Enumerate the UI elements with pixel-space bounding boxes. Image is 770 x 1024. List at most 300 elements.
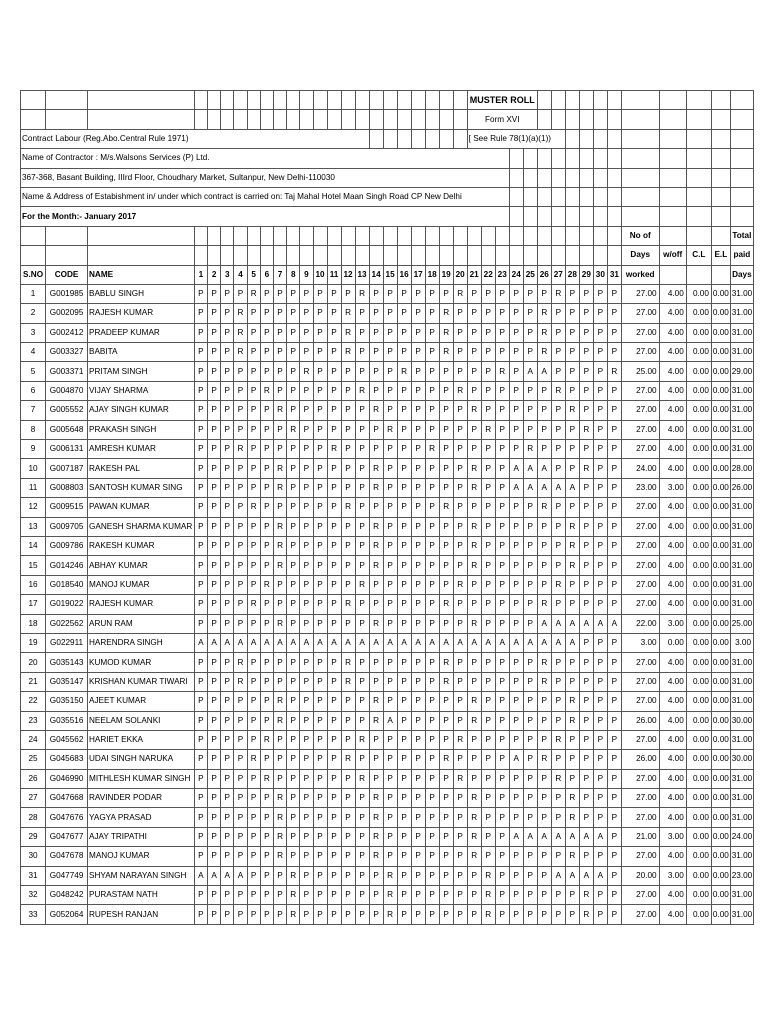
empty-cell (369, 91, 383, 110)
empty-cell (565, 246, 579, 265)
days-worked-cell: 27.00 (621, 401, 659, 420)
attendance-cell: A (509, 750, 523, 769)
name-cell: BABLU SINGH (88, 284, 195, 303)
attendance-cell: P (369, 304, 383, 323)
attendance-cell: P (260, 362, 273, 381)
attendance-cell: P (355, 362, 369, 381)
attendance-cell: A (397, 633, 411, 652)
attendance-cell: P (208, 692, 221, 711)
sno-cell: 32 (21, 886, 46, 905)
attendance-cell: P (383, 730, 397, 749)
attendance-cell: P (369, 575, 383, 594)
attendance-cell: P (523, 808, 537, 827)
attendance-cell: P (300, 827, 313, 846)
attendance-cell: P (579, 478, 593, 497)
attendance-cell: P (287, 711, 300, 730)
cl-cell: 0.00 (686, 478, 711, 497)
attendance-cell: P (194, 517, 207, 536)
attendance-cell: P (593, 459, 607, 478)
attendance-cell: P (593, 323, 607, 342)
attendance-cell: P (234, 362, 247, 381)
cl-cell: 0.00 (686, 575, 711, 594)
days-worked-cell: 27.00 (621, 692, 659, 711)
attendance-cell: P (551, 401, 565, 420)
attendance-cell: P (537, 847, 551, 866)
attendance-cell: P (439, 614, 453, 633)
column-header-row-2 (21, 246, 754, 265)
attendance-cell: P (208, 343, 221, 362)
empty-cell (369, 246, 383, 265)
empty-cell (327, 110, 341, 129)
total-cell: 23.00 (730, 866, 753, 885)
attendance-cell: P (369, 730, 383, 749)
empty-cell (247, 110, 260, 129)
attendance-cell: P (383, 517, 397, 536)
el-cell: 0.00 (711, 440, 730, 459)
attendance-cell: P (453, 886, 467, 905)
attendance-cell: P (397, 556, 411, 575)
total-cell: 28.00 (730, 459, 753, 478)
attendance-cell: P (509, 711, 523, 730)
attendance-cell: P (565, 595, 579, 614)
attendance-cell: P (341, 556, 355, 575)
attendance-cell: P (313, 905, 327, 924)
woff-cell: 4.00 (659, 362, 686, 381)
name-cell: BABITA (88, 343, 195, 362)
days-worked-cell: 27.00 (621, 672, 659, 691)
attendance-cell: P (221, 459, 234, 478)
days-worked-cell: 27.00 (621, 381, 659, 400)
empty-cell (411, 110, 425, 129)
woff-cell: 0.00 (659, 633, 686, 652)
empty-cell (341, 226, 355, 245)
days-worked-cell: 27.00 (621, 536, 659, 555)
attendance-cell: R (383, 420, 397, 439)
attendance-cell: P (194, 886, 207, 905)
attendance-cell: R (260, 381, 273, 400)
attendance-cell: P (341, 769, 355, 788)
cl-cell: 0.00 (686, 343, 711, 362)
attendance-cell: R (537, 498, 551, 517)
empty-cell (551, 110, 565, 129)
attendance-cell: P (509, 323, 523, 342)
attendance-cell: P (300, 730, 313, 749)
attendance-cell: P (593, 730, 607, 749)
sno-cell: 1 (21, 284, 46, 303)
attendance-cell: P (537, 440, 551, 459)
attendance-cell: P (208, 459, 221, 478)
attendance-cell: P (411, 381, 425, 400)
attendance-cell: P (397, 575, 411, 594)
attendance-cell: P (425, 808, 439, 827)
cl-cell: 0.00 (686, 614, 711, 633)
table-row (21, 343, 754, 362)
attendance-cell: P (523, 420, 537, 439)
attendance-cell: P (607, 905, 621, 924)
attendance-cell: R (234, 440, 247, 459)
attendance-cell: P (194, 905, 207, 924)
attendance-cell: R (565, 711, 579, 730)
empty-cell (565, 226, 579, 245)
empty-cell (659, 168, 686, 187)
attendance-cell: P (355, 536, 369, 555)
attendance-cell: A (551, 614, 565, 633)
attendance-cell: P (411, 362, 425, 381)
attendance-cell: P (208, 827, 221, 846)
attendance-cell: A (565, 866, 579, 885)
woff-cell: 4.00 (659, 343, 686, 362)
attendance-cell: P (287, 750, 300, 769)
el-cell: 0.00 (711, 769, 730, 788)
attendance-cell: P (425, 517, 439, 536)
code-cell: G018540 (46, 575, 88, 594)
attendance-cell: P (221, 672, 234, 691)
attendance-cell: R (355, 284, 369, 303)
attendance-cell: P (397, 769, 411, 788)
attendance-cell: R (537, 304, 551, 323)
attendance-cell: P (369, 886, 383, 905)
attendance-cell: P (287, 595, 300, 614)
attendance-cell: P (300, 284, 313, 303)
attendance-cell: A (247, 633, 260, 652)
cl-cell: 0.00 (686, 517, 711, 536)
name-cell: PRADEEP KUMAR (88, 323, 195, 342)
attendance-cell: P (300, 556, 313, 575)
woff-cell: 4.00 (659, 517, 686, 536)
attendance-cell: P (453, 711, 467, 730)
empty-cell (711, 265, 730, 284)
code-cell: G014246 (46, 556, 88, 575)
attendance-cell: P (397, 827, 411, 846)
empty-cell (194, 226, 207, 245)
attendance-cell: P (369, 866, 383, 885)
table-row (21, 827, 754, 846)
attendance-cell: P (327, 323, 341, 342)
sno-cell: 23 (21, 711, 46, 730)
attendance-cell: P (247, 459, 260, 478)
attendance-cell: R (453, 769, 467, 788)
attendance-cell: P (397, 847, 411, 866)
attendance-cell: P (273, 323, 286, 342)
day-header: 20 (453, 265, 467, 284)
sno-cell: 25 (21, 750, 46, 769)
attendance-cell: P (247, 536, 260, 555)
attendance-cell: P (565, 575, 579, 594)
total-cell: 31.00 (730, 420, 753, 439)
woff-cell: 4.00 (659, 653, 686, 672)
attendance-cell: R (439, 343, 453, 362)
attendance-cell: P (523, 498, 537, 517)
attendance-cell: P (439, 420, 453, 439)
attendance-cell: P (313, 730, 327, 749)
code-cell: G047749 (46, 866, 88, 885)
attendance-cell: P (411, 304, 425, 323)
attendance-cell: P (481, 789, 495, 808)
total-header-2: paid (730, 246, 753, 265)
empty-cell (565, 91, 579, 110)
empty-cell (579, 226, 593, 245)
total-cell: 31.00 (730, 847, 753, 866)
empty-cell (579, 168, 593, 187)
attendance-cell: P (467, 769, 481, 788)
attendance-cell: P (439, 440, 453, 459)
attendance-cell: P (411, 440, 425, 459)
attendance-cell: P (260, 827, 273, 846)
empty-cell (523, 168, 537, 187)
attendance-cell: P (369, 362, 383, 381)
attendance-cell: P (523, 672, 537, 691)
sno-cell: 4 (21, 343, 46, 362)
table-row (21, 808, 754, 827)
attendance-cell: P (327, 362, 341, 381)
attendance-cell: R (327, 440, 341, 459)
attendance-cell: P (260, 595, 273, 614)
woff-cell: 4.00 (659, 536, 686, 555)
attendance-cell: P (467, 730, 481, 749)
attendance-cell: P (194, 498, 207, 517)
woff-cell: 4.00 (659, 575, 686, 594)
name-cell: MANOJ KUMAR (88, 847, 195, 866)
attendance-cell: P (247, 653, 260, 672)
attendance-cell: P (397, 866, 411, 885)
empty-cell (607, 246, 621, 265)
attendance-cell: P (397, 323, 411, 342)
attendance-cell: P (341, 827, 355, 846)
attendance-cell: R (551, 769, 565, 788)
attendance-cell: P (341, 517, 355, 536)
empty-cell (579, 129, 593, 148)
attendance-cell: A (509, 459, 523, 478)
attendance-cell: P (234, 847, 247, 866)
woff-cell: 3.00 (659, 614, 686, 633)
attendance-cell: P (565, 284, 579, 303)
empty-cell (287, 110, 300, 129)
attendance-cell: P (411, 517, 425, 536)
attendance-cell: P (287, 808, 300, 827)
empty-cell (383, 110, 397, 129)
sno-cell: 20 (21, 653, 46, 672)
empty-cell (21, 226, 46, 245)
attendance-cell: A (495, 633, 509, 652)
cl-cell: 0.00 (686, 498, 711, 517)
attendance-cell: P (523, 556, 537, 575)
attendance-cell: P (481, 381, 495, 400)
sno-cell: 3 (21, 323, 46, 342)
el-cell: 0.00 (711, 750, 730, 769)
attendance-cell: P (208, 362, 221, 381)
attendance-cell: P (509, 886, 523, 905)
days-worked-cell: 23.00 (621, 478, 659, 497)
day-header: 10 (313, 265, 327, 284)
attendance-cell: P (355, 614, 369, 633)
attendance-cell: P (313, 343, 327, 362)
total-cell: 31.00 (730, 730, 753, 749)
attendance-cell: P (453, 420, 467, 439)
empty-cell (341, 91, 355, 110)
contract-labour-text: Contract Labour (Reg.Abo.Central Rule 1971) (21, 129, 370, 148)
attendance-cell: R (273, 401, 286, 420)
attendance-cell: P (313, 556, 327, 575)
attendance-cell: A (607, 614, 621, 633)
attendance-cell: P (194, 304, 207, 323)
attendance-cell: P (481, 672, 495, 691)
attendance-cell: P (467, 323, 481, 342)
cl-cell: 0.00 (686, 420, 711, 439)
attendance-cell: R (439, 750, 453, 769)
attendance-cell: P (273, 381, 286, 400)
attendance-cell: P (397, 653, 411, 672)
empty-cell (659, 110, 686, 129)
attendance-cell: P (273, 343, 286, 362)
total-cell: 29.00 (730, 362, 753, 381)
attendance-cell: P (397, 692, 411, 711)
attendance-cell: P (551, 711, 565, 730)
attendance-cell: P (234, 498, 247, 517)
attendance-cell: P (221, 381, 234, 400)
empty-cell (273, 246, 286, 265)
attendance-cell: A (579, 866, 593, 885)
attendance-cell: P (383, 595, 397, 614)
attendance-cell: P (369, 672, 383, 691)
sno-cell: 17 (21, 595, 46, 614)
attendance-cell: P (509, 304, 523, 323)
attendance-cell: P (607, 769, 621, 788)
attendance-cell: A (341, 633, 355, 652)
attendance-cell: P (495, 769, 509, 788)
attendance-cell: P (327, 692, 341, 711)
attendance-cell: P (313, 886, 327, 905)
attendance-cell: P (234, 614, 247, 633)
attendance-cell: P (495, 808, 509, 827)
attendance-cell: P (579, 847, 593, 866)
attendance-cell: P (467, 653, 481, 672)
attendance-cell: P (411, 711, 425, 730)
el-cell: 0.00 (711, 304, 730, 323)
attendance-cell: P (411, 284, 425, 303)
attendance-cell: P (260, 304, 273, 323)
attendance-cell: P (411, 769, 425, 788)
attendance-cell: P (194, 556, 207, 575)
day-header: 11 (327, 265, 341, 284)
empty-cell (287, 91, 300, 110)
attendance-cell: P (495, 284, 509, 303)
empty-cell (221, 226, 234, 245)
cl-cell: 0.00 (686, 381, 711, 400)
attendance-cell: P (495, 381, 509, 400)
attendance-cell: P (411, 672, 425, 691)
attendance-cell: P (313, 866, 327, 885)
attendance-cell: P (383, 556, 397, 575)
attendance-cell: P (208, 886, 221, 905)
days-worked-cell: 27.00 (621, 323, 659, 342)
attendance-cell: P (327, 905, 341, 924)
el-cell: 0.00 (711, 284, 730, 303)
total-cell: 31.00 (730, 653, 753, 672)
empty-cell (686, 91, 711, 110)
empty-cell (260, 110, 273, 129)
attendance-cell: R (369, 614, 383, 633)
attendance-cell: P (260, 478, 273, 497)
attendance-cell: R (383, 866, 397, 885)
attendance-cell: A (537, 459, 551, 478)
attendance-cell: P (273, 730, 286, 749)
attendance-cell: P (313, 827, 327, 846)
days-worked-cell: 27.00 (621, 420, 659, 439)
attendance-cell: P (509, 284, 523, 303)
attendance-cell: P (300, 536, 313, 555)
attendance-cell: P (313, 789, 327, 808)
total-cell: 31.00 (730, 905, 753, 924)
empty-cell (607, 149, 621, 168)
day-header: 30 (593, 265, 607, 284)
attendance-cell: P (260, 323, 273, 342)
attendance-cell: R (273, 536, 286, 555)
attendance-cell: A (234, 633, 247, 652)
woff-cell: 3.00 (659, 866, 686, 885)
attendance-cell: P (383, 459, 397, 478)
attendance-cell: P (481, 323, 495, 342)
empty-cell (221, 91, 234, 110)
attendance-cell: P (551, 886, 565, 905)
attendance-cell: R (369, 827, 383, 846)
empty-cell (659, 149, 686, 168)
attendance-cell: P (579, 323, 593, 342)
attendance-cell: P (260, 692, 273, 711)
attendance-cell: P (481, 343, 495, 362)
attendance-cell: P (341, 711, 355, 730)
attendance-cell: P (341, 886, 355, 905)
empty-cell (579, 110, 593, 129)
woff-cell: 4.00 (659, 711, 686, 730)
attendance-cell: P (300, 711, 313, 730)
attendance-cell: R (287, 866, 300, 885)
empty-cell (593, 91, 607, 110)
table-row (21, 886, 754, 905)
attendance-cell: P (551, 847, 565, 866)
days-worked-cell: 27.00 (621, 653, 659, 672)
attendance-cell: P (221, 789, 234, 808)
page-title: MUSTER ROLL (467, 91, 537, 110)
attendance-cell: P (260, 886, 273, 905)
day-header: 21 (467, 265, 481, 284)
attendance-cell: P (313, 440, 327, 459)
attendance-cell: P (523, 866, 537, 885)
attendance-cell: P (208, 711, 221, 730)
title-row (21, 91, 754, 110)
attendance-cell: P (481, 769, 495, 788)
empty-cell (686, 110, 711, 129)
attendance-cell: P (425, 478, 439, 497)
attendance-cell: P (194, 478, 207, 497)
sno-cell: 26 (21, 769, 46, 788)
attendance-cell: P (593, 847, 607, 866)
total-cell: 31.00 (730, 401, 753, 420)
cl-cell: 0.00 (686, 905, 711, 924)
name-header: NAME (88, 265, 195, 284)
attendance-cell: P (369, 343, 383, 362)
empty-cell (621, 129, 659, 148)
attendance-cell: P (208, 401, 221, 420)
cl-cell: 0.00 (686, 692, 711, 711)
attendance-cell: P (260, 789, 273, 808)
code-cell: G006131 (46, 440, 88, 459)
attendance-cell: A (327, 633, 341, 652)
attendance-cell: P (565, 362, 579, 381)
code-cell: G005648 (46, 420, 88, 439)
day-header: 31 (607, 265, 621, 284)
cl-cell: 0.00 (686, 595, 711, 614)
attendance-cell: P (495, 827, 509, 846)
